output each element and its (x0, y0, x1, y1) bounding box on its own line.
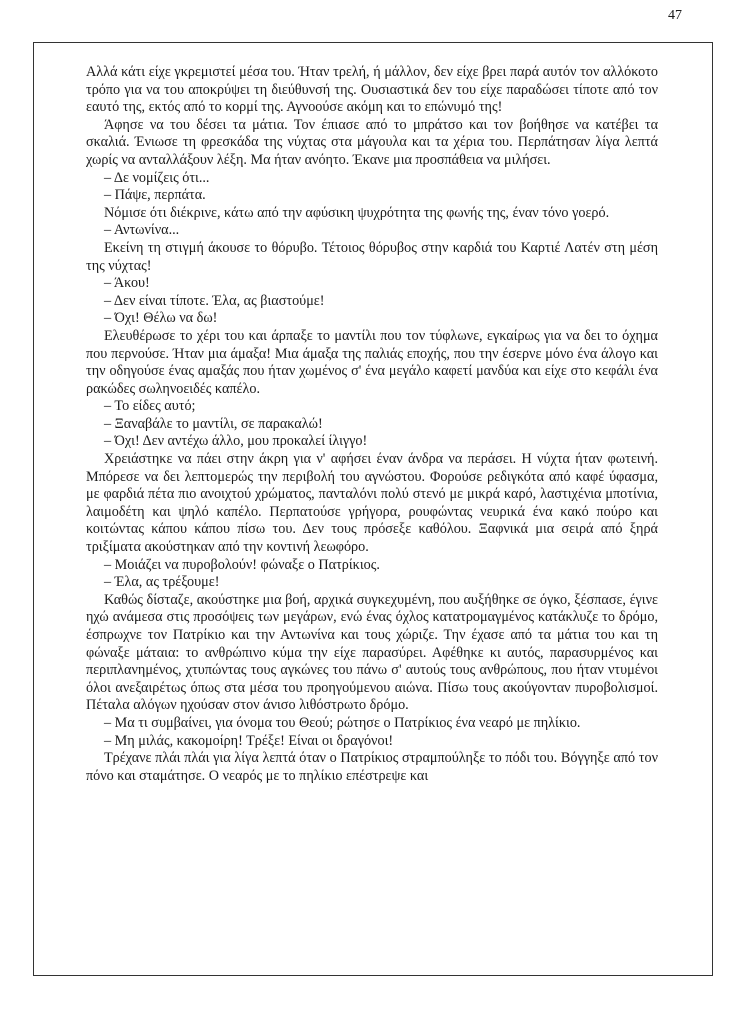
paragraph: Άφησε να του δέσει τα μάτια. Τον έπιασε από το μπράτσο και τον βοήθησε να κατέβει τα σκαλιά. Ένιωσε τη φρεσκάδα της νύχτας στα μάγουλα και τα χέρια του. Περπάτησαν λίγα λεπτά χωρίς να ανταλλάξουν λέξη. Μα ήταν ανόητο. Έκανε μια προσπάθεια να μιλήσει. (86, 116, 658, 168)
dialogue-line: – Έλα, ας τρέξουμε! (104, 574, 220, 591)
dialogue-line: – Ξαναβάλε το μαντίλι, σε παρακαλώ! (104, 415, 323, 432)
dialogue-line: – Πάψε, περπάτα. (104, 187, 206, 204)
dialogue-line: – Μη μιλάς, κακομοίρη! Τρέξε! Είναι οι δραγόνοι! (104, 732, 394, 749)
paragraph: Εκείνη τη στιγμή άκουσε το θόρυβο. Τέτοιος θόρυβος στην καρδιά του Καρτιέ Λατέν στη μέση της νύχτας! (86, 239, 658, 274)
paragraph: Νόμισε ότι διέκρινε, κάτω από την αφύσικη ψυχρότητα της φωνής της, έναν τόνο γοερό. (104, 204, 610, 221)
dialogue-line: – Άκου! (104, 275, 150, 292)
page-number: 47 (668, 8, 682, 23)
dialogue-line: – Όχι! Θέλω να δω! (104, 310, 218, 327)
dialogue-line: – Μα τι συμβαίνει, για όνομα του Θεού; ρώτησε ο Πατρίκιος ένα νεαρό με πηλίκιο. (104, 714, 581, 731)
paragraph: Αλλά κάτι είχε γκρεμιστεί μέσα του. Ήταν τρελή, ή μάλλον, δεν είχε βρει παρά αυτόν τον αλλόκοτο τρόπο για να του αποκρύψει τη διεύθυνσή της. Ουσιαστικά δεν του είχε παραδώσει τίποτε από τον εαυτό της, εκτός από το κορμί της. Αγνοούσε ακόμη και το επώνυμό της! (86, 64, 658, 116)
paragraph: Καθώς δίσταζε, ακούστηκε μια βοή, αρχικά συγκεχυμένη, που αυξήθηκε σε όγκο, ξέσπασε, έγινε ηχώ ανάμεσα στις προσόψεις των μεγάρων, ενώ ένας όχλος κατατρομαγμένος κατάκλυζε το δρόμο, έσπρωχνε τον Πατρίκιο και την Αντωνίνα και τους χώριζε. Την έχασε από τα μάτια του και τη φώναξε μάταια: το ανθρώπινο κύμα την είχε παρασύρει. Αφέθηκε κι αυτός, παρασυρμένος και περιπλανημένος, χτυπώντας τους αγκώνες του πάνω σ' αυτούς τους ανθρώπους, που ήταν ντυμένοι όλοι ανεξαιρέτως όπως στα μέσα του προηγούμενου αιώνα. Πίσω τους ακούγονταν πυροβολισμοί. Πέταλα αλόγων ηχούσαν στον άνισο λιθόστρωτο δρόμο. (86, 591, 658, 714)
body-text (86, 64, 658, 785)
paragraph: Χρειάστηκε να πάει στην άκρη για ν' αφήσει έναν άνδρα να περάσει. Η νύχτα ήταν φωτεινή. Μπόρεσε να δει λεπτομερώς την περιβολή του αγνώστου. Φορούσε ρεδιγκότα από καφέ ύφασμα, με φαρδιά πέτα πιο ανοιχτού χρώματος, πανταλόνι πολύ στενό με μικρά καρό, λαστιχένια μποτίνια, λαιμοδέτη και ψηλό καπέλο. Περπατούσε γρήγορα, ρουφώντας νευρικά ένα κακό πούρο και κοιτώντας κάπου κάπου πίσω του. Δεν τους πρόσεξε καθόλου. Ξαφνικά μια σειρά από ξηρά τριξίματα ακούστηκαν από την κοντινή λεωφόρο. (86, 451, 658, 556)
paragraph: Τρέχανε πλάι πλάι για λίγα λεπτά όταν ο Πατρίκιος στραμπούληξε το πόδι του. Βόγγηξε από τον πόνο και σταμάτησε. Ο νεαρός με το πηλίκιο επέστρεψε και (86, 750, 658, 784)
dialogue-line: – Όχι! Δεν αντέχω άλλο, μου προκαλεί ίλιγγο! (104, 433, 368, 450)
dialogue-line: – Δε νομίζεις ότι... (104, 169, 210, 186)
dialogue-line: – Αντωνίνα... (104, 222, 180, 239)
dialogue-line: – Το είδες αυτό; (104, 398, 196, 415)
dialogue-line: – Δεν είναι τίποτε. Έλα, ας βιαστούμε! (104, 292, 325, 309)
dialogue-line: – Μοιάζει να πυροβολούν! φώναξε ο Πατρίκιος. (104, 556, 380, 573)
paragraph: Ελευθέρωσε το χέρι του και άρπαξε το μαντίλι που τον τύφλωνε, εγκαίρως για να δει το όχημα που περνούσε. Ήταν μια άμαξα! Μια άμαξα της παλιάς εποχής, που την έσερνε μόνο ένα άλογο και την οδηγούσε ένας αμαξάς που ήταν χωμένος σ' ένα μεγάλο καφετί μανδύα και είχε στο κεφάλι ένα ρακώδες σωληνοειδές καπέλο. (86, 327, 658, 397)
